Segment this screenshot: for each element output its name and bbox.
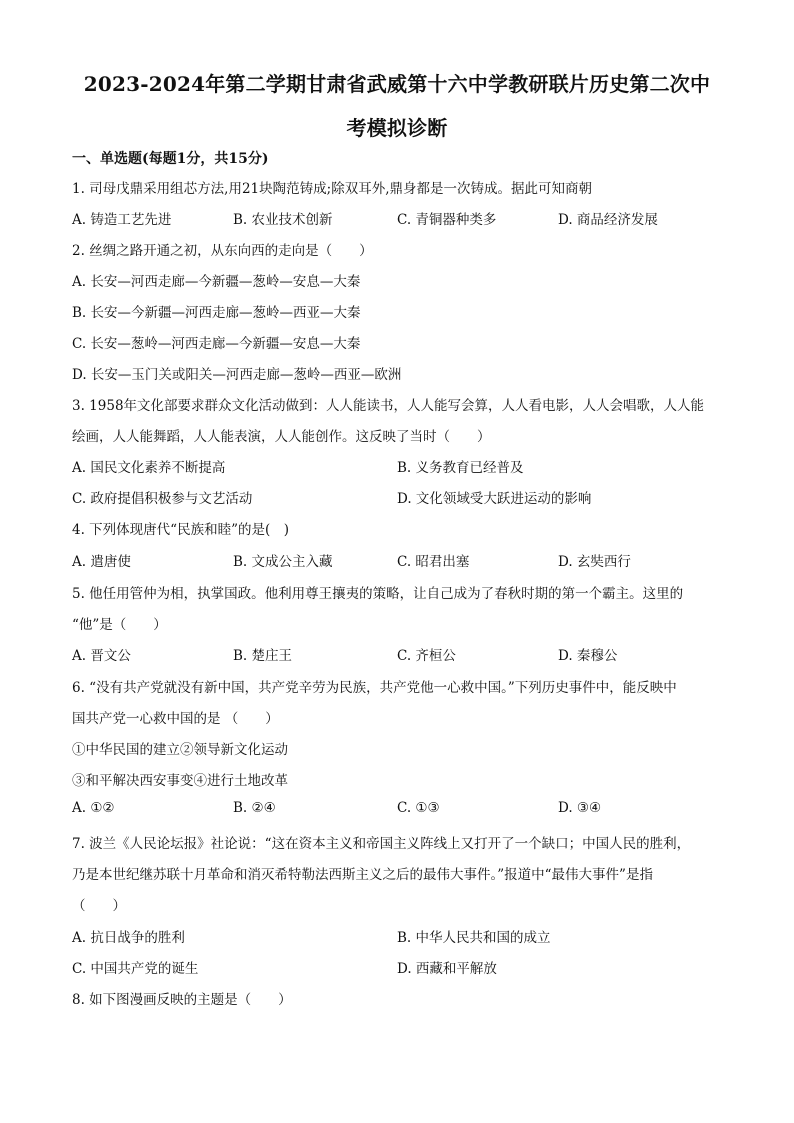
question-7-option-b: B. 中华人民共和国的成立 [397, 930, 551, 946]
question-4-option-b: B. 文成公主入藏 [233, 554, 333, 570]
question-5-stem-line-2: “他”是（ ） [72, 617, 167, 633]
question-6-option-c: C. ①③ [397, 800, 440, 816]
question-3-option-a: A. 国民文化素养不断提高 [72, 460, 226, 476]
question-3-option-b: B. 义务教育已经普及 [397, 460, 524, 476]
question-6-option-d: D. ③④ [558, 800, 602, 816]
question-2-stem: 2. 丝绸之路开通之初，从东向西的走向是（ ） [72, 243, 373, 259]
question-5-stem-line-1: 5. 他任用管仲为相，执掌国政。他利用尊王攘夷的策略，让自己成为了春秋时期的第一个霸主。这里的 [72, 586, 684, 602]
question-3-stem-line-2: 绘画，人人能舞蹈，人人能表演，人人能创作。这反映了当时（ ） [72, 429, 491, 445]
question-7-option-a: A. 抗日战争的胜利 [72, 930, 185, 946]
question-1-option-b: B. 农业技术创新 [233, 212, 333, 228]
exam-title-line-1: 2023-2024年第二学期甘肃省武威第十六中学教研联片历史第二次中 [83, 72, 711, 96]
question-2-option-c: C. 长安—葱岭—河西走廊—今新疆—安息—大秦 [72, 336, 361, 352]
question-3-option-c: C. 政府提倡积极参与文艺活动 [72, 491, 253, 507]
question-6-option-a: A. ①② [72, 800, 115, 816]
question-6-stem-line-3: ①中华民国的建立②领导新文化运动 [72, 742, 288, 758]
question-2-option-b: B. 长安—今新疆—河西走廊—葱岭—西亚—大秦 [72, 305, 361, 321]
question-4-option-a: A. 遣唐使 [72, 554, 131, 570]
question-1-stem: 1. 司母戊鼎采用组芯方法,用21块陶范铸成;除双耳外,鼎身都是一次铸成。据此可知商朝 [72, 181, 592, 197]
question-3-option-d: D. 文化领域受大跃进运动的影响 [397, 491, 592, 507]
question-5-option-c: C. 齐桓公 [397, 648, 456, 664]
question-1-option-c: C. 青铜器种类多 [397, 212, 497, 228]
question-7-stem-line-1: 7. 波兰《人民论坛报》社论说：“这在资本主义和帝国主义阵线上又打开了一个缺口；中国人民的胜利， [72, 836, 691, 852]
question-2-option-d: D. 长安—玉门关或阳关—河西走廊—葱岭—西亚—欧洲 [72, 367, 402, 383]
question-8-stem: 8. 如下图漫画反映的主题是（ ） [72, 992, 292, 1008]
question-3-stem-line-1: 3. 1958年文化部要求群众文化活动做到：人人能读书，人人能写会算，人人看电影，人人会唱歌，人人能 [72, 398, 705, 414]
question-6-option-b: B. ②④ [233, 800, 276, 816]
question-1-option-a: A. 铸造工艺先进 [72, 212, 172, 228]
exam-title-line-2: 考模拟诊断 [346, 116, 448, 140]
question-4-option-d: D. 玄奘西行 [558, 554, 631, 570]
question-6-stem-line-1: 6. “没有共产党就没有新中国，共产党辛劳为民族，共产党他一心救中国。”下列历史事件中，能反映中 [72, 680, 677, 696]
question-5-option-d: D. 秦穆公 [558, 648, 618, 664]
question-2-option-a: A. 长安—河西走廊—今新疆—葱岭—安息—大秦 [72, 274, 361, 290]
question-7-stem-line-3: （ ） [72, 898, 126, 914]
question-6-stem-line-2: 国共产党一心救中国的是 （ ） [72, 711, 279, 727]
question-7-option-d: D. 西藏和平解放 [397, 961, 497, 977]
question-5-option-a: A. 晋文公 [72, 648, 131, 664]
section-heading: 一、单选题(每题1分，共15分) [72, 151, 269, 167]
question-4-option-c: C. 昭君出塞 [397, 554, 470, 570]
question-1-option-d: D. 商品经济发展 [558, 212, 658, 228]
question-5-option-b: B. 楚庄王 [233, 648, 293, 664]
question-7-option-c: C. 中国共产党的诞生 [72, 961, 199, 977]
question-7-stem-line-2: 乃是本世纪继苏联十月革命和消灭希特勒法西斯主义之后的最伟大事件。”报道中“最伟大事件”是指 [72, 867, 653, 883]
question-4-stem: 4. 下列体现唐代“民族和睦”的是( ) [72, 522, 290, 538]
question-6-stem-line-4: ③和平解决西安事变④进行土地改革 [72, 773, 288, 789]
